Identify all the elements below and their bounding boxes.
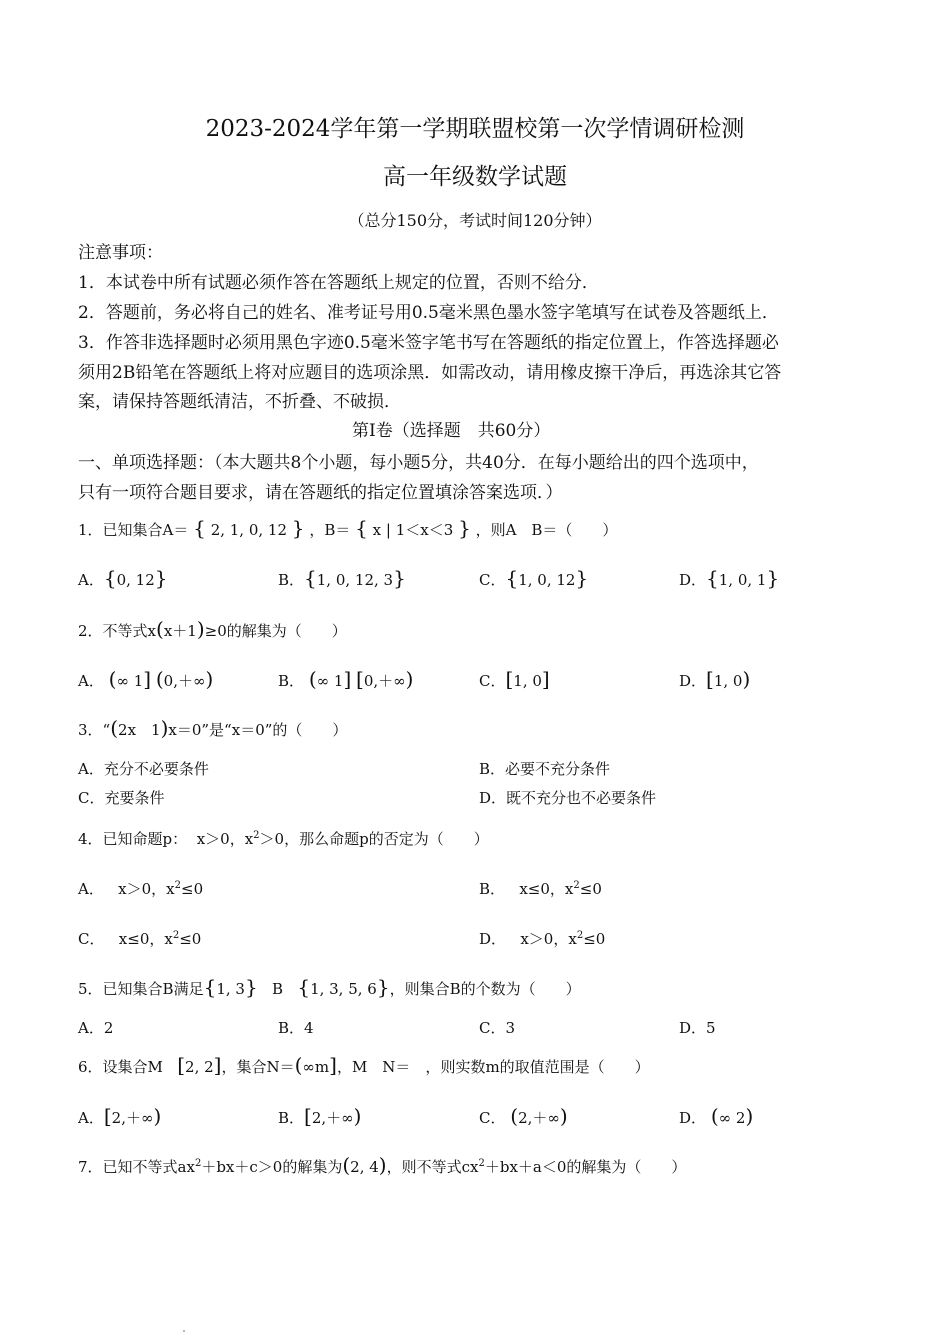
q1-stem-b: ，B＝ [309,521,351,539]
exam-subtitle: 高一年级数学试题 [383,164,567,190]
brace-close: } [458,516,471,540]
q7-stem-b: ＋bx＋c＞0的解集为 [201,1158,343,1176]
exponent: 2 [172,930,180,941]
q4-option-d [479,928,605,949]
q1-stem [78,516,617,540]
option-label: B． [278,571,305,589]
q1-set-b-cond: 1＜x＜3 [395,521,454,539]
note-2: 2．答题前，务必将自己的姓名、准考证号用0.5毫米黑色墨水签字笔填写在试卷及答题纸上． [78,303,779,323]
exponent: 2 [576,930,584,941]
note-3-line-3: 案，请保持答题纸清洁，不折叠、不破损． [78,392,401,412]
q1-option-b: B．{1, 0, 12, 3} [278,566,406,590]
q2-option-d: D．[1, 0) [679,667,751,691]
q6-option-c: C． (2,＋∞) [479,1104,568,1128]
q5-set-1: 1, 3 [216,980,245,998]
q4-option-b [479,878,602,899]
q4-option-c [78,928,201,949]
q5-stem-c: ，则集合B的个数为（ ） [389,980,581,998]
q6-stem-a: 6．设集合M [78,1058,163,1076]
q2-stem: 2．不等式x(x＋1)≥0的解集为（ ） [78,617,347,641]
q4-option-a [78,878,203,899]
q6-set-n: ∞m [302,1058,330,1076]
q3-stem-paren: 2x 1 [118,721,161,739]
option-value: x≤0，x [519,880,574,898]
q3-stem: 3．“(2x 1)x＝0”是“x＝0”的（ ） [78,716,348,740]
option-value: ∞ 1 [316,672,344,690]
q1-option-c: C．{1, 0, 12} [479,566,589,590]
option-value: 0, 12 [116,571,155,589]
note-3-line-1: 3．作答非选择题时必须用黑色字迹0.5毫米签字笔书写在答题纸的指定位置上，作答选择题必 [78,333,779,353]
exam-info: （总分150分，考试时间120分钟） [348,211,602,230]
option-value: 1, 0 [513,672,542,690]
q6-stem-b: ，集合N＝ [221,1058,295,1076]
option-value: ≤0 [179,930,202,948]
q5-option-d: D．5 [679,1019,716,1037]
option-value: 2,＋∞ [518,1109,560,1127]
option-label: D． [679,672,707,690]
q7-stem-a: 7．已知不等式ax [78,1158,195,1176]
q6-option-a: A．[2,＋∞) [78,1104,162,1128]
option-value: 0,＋∞ [363,672,406,690]
notes-heading: 注意事项： [78,243,163,263]
option-label: C． [479,571,506,589]
option-value: ≤0 [181,880,204,898]
option-value: 1, 0 [713,672,743,690]
q3-stem-b: x＝0”是“x＝0”的（ ） [168,721,348,739]
option-value: ≤0 [579,880,602,898]
option-label: B． [278,1109,305,1127]
q1-set-b-var: x [372,521,382,539]
q2-stem-a: 2．不等式x [78,622,157,640]
q5-stem: 5．已知集合B满足{1, 3} B {1, 3, 5, 6}，则集合B的个数为（ ） [78,975,581,999]
q5-stem-b: B [271,980,284,998]
q1-stem-a: 1．已知集合A＝ [78,521,189,539]
q2-stem-paren: x＋1 [163,622,197,640]
q3-stem-a: 3．“ [78,721,111,739]
q4-stem-c: ＞0，那么命题p的否定为（ ） [259,830,489,848]
q6-option-b: B．[2,＋∞) [278,1104,362,1128]
option-label: A． [78,880,104,898]
q2-option-a: A． (∞ 1] (0,＋∞) [78,667,214,691]
note-3-line-2: 须用2B铅笔在答题纸上将对应题目的选项涂黑．如需改动，请用橡皮擦干净后，再选涂其它答 [78,363,782,383]
option-label: D． [679,1109,707,1127]
section-intro-1: 一、单项选择题：（本大题共8个小题，每小题5分，共40分．在每小题给出的四个选项中， [78,453,759,473]
exponent: 2 [194,1158,202,1169]
q3-option-d: D．既不充分也不必要条件 [479,789,657,807]
option-value: ≤0 [583,930,606,948]
option-value: x＞0，x [118,880,175,898]
q2-option-c: C．[1, 0] [479,667,550,691]
q6-option-d: D． (∞ 2) [679,1104,754,1128]
option-value: ∞ 2 [718,1109,746,1127]
option-label: D． [679,571,707,589]
q1-set-a: 2, 1, 0, 12 [210,521,288,539]
q3-option-a: A．充分不必要条件 [78,760,209,778]
q4-stem-a: 4．已知命题p： [78,830,188,848]
q6-stem-c: ，M N＝ ，则实数m的取值范围是（ ） [336,1058,650,1076]
option-label: D． [479,930,507,948]
option-value: 1, 0, 12, 3 [316,571,394,589]
exponent: 2 [253,830,260,841]
q1-option-a: A．{0, 12} [78,566,168,590]
q7-stem: 7．已知不等式$ax^2+bx+c>0$的解集为(2, 4)，则不等式$cx^2+bx+a<0$的解集为（ ） [78,1153,687,1177]
section-title: 第Ⅰ卷（选择题 共60分） [352,421,551,441]
exponent: 2 [573,880,580,891]
q6-stem: 6．设集合M [2, 2]，集合N＝(∞m]，M N＝ ，则实数m的取值范围是（ ） [78,1053,650,1077]
option-value: 2,＋∞ [311,1109,354,1127]
q7-interval: 2, 4 [350,1158,379,1176]
option-label: C． [78,930,105,948]
q5-set-2: 1, 3, 5, 6 [310,980,377,998]
option-value: ∞ 1 [116,672,144,690]
speck [183,1330,185,1332]
exam-title: 2023-2024学年第一学期联盟校第一次学情调研检测 [205,116,745,142]
q5-option-c: C．3 [479,1019,516,1037]
q7-stem-d: ＋bx＋a＜0的解集为（ ） [484,1158,687,1176]
option-label: B． [479,880,506,898]
option-label: A． [78,672,104,690]
q2-option-b: B． (∞ 1] [0,＋∞) [278,667,414,691]
option-label: A． [78,571,104,589]
q1-stem-c: ，则A B＝（ ） [475,521,618,539]
brace-open: { [355,516,368,540]
section-intro-2: 只有一项符合题目要求，请在答题纸的指定位置填涂答案选项．） [78,483,563,503]
note-1: 1．本试卷中所有试题必须作答在答题纸上规定的位置，否则不给分． [78,273,599,293]
option-value: 0,＋∞ [163,672,206,690]
option-label: C． [479,1109,506,1127]
option-value: x＞0，x [520,930,577,948]
set-bar: | [385,521,391,539]
q3-option-c: C．充要条件 [78,789,165,807]
q4-stem [78,828,489,849]
q5-stem-a: 5．已知集合B满足 [78,980,204,998]
q3-option-b: B．必要不充分条件 [479,760,611,778]
q2-stem-b: ≥0的解集为（ ） [204,622,347,640]
q1-option-d: D．{1, 0, 1} [679,566,780,590]
q5-option-a: A．2 [78,1019,114,1037]
q4-stem-b: x＞0，x [196,830,254,848]
option-value: 1, 0, 1 [718,571,767,589]
option-label: A． [78,1109,104,1127]
option-value: 2,＋∞ [111,1109,154,1127]
option-value: x≤0，x [118,930,173,948]
exponent: 2 [478,1158,485,1169]
exponent: 2 [174,880,181,891]
option-label: C． [479,672,506,690]
brace-close: } [291,516,305,540]
q6-set-m: 2, 2 [185,1058,214,1076]
option-label: B． [278,672,305,690]
option-value: 1, 0, 12 [518,571,576,589]
q5-option-b: B．4 [278,1019,314,1037]
q7-stem-c: ，则不等式cx [386,1158,479,1176]
brace-open: { [193,516,206,540]
